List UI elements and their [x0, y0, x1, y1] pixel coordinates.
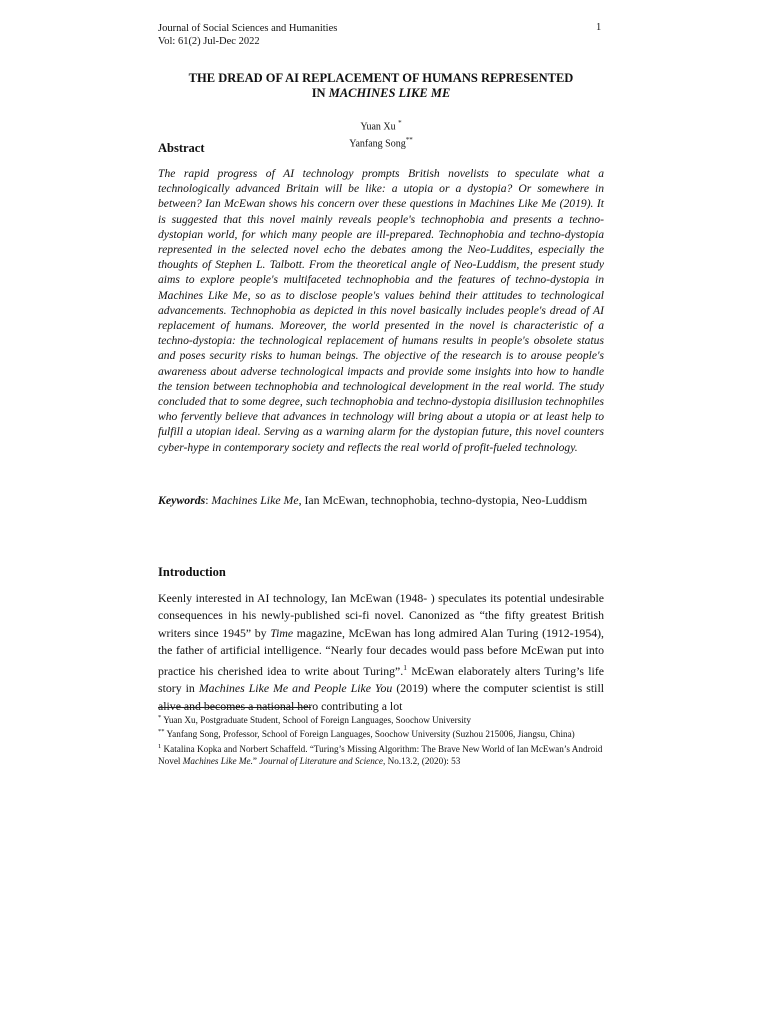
author-1 [158, 117, 604, 134]
intro-part-4: (2019) where the computer scientist is still alive and becomes a national hero contributing a lot [158, 681, 605, 713]
footnote-3-quote-close: ” [252, 756, 260, 767]
author-list [158, 117, 604, 151]
footnotes [158, 712, 604, 767]
footnote-3 [158, 741, 604, 768]
title-line-1: THE DREAD OF AI REPLACEMENT OF HUMANS REPRESENTED [188, 71, 574, 85]
keywords-title: Machines Like Me [211, 493, 299, 507]
footnote-1-mark: * [158, 714, 162, 721]
author-2 [158, 134, 604, 151]
paper-title [158, 71, 604, 101]
author-1-mark: * [398, 119, 402, 127]
footnote-3-novel: Machines Like Me. [182, 756, 253, 767]
keywords-list: , Ian McEwan, technophobia, techno-dystopia, Neo-Luddism [298, 493, 588, 507]
footnote-3-text-a: Katalina Kopka and Norbert Schaffeld. “Turing’s Missing Algorithm: The Brave New World of Ian McEwan’s Android Novel [158, 743, 603, 767]
title-novel-name: MACHINES LIKE ME [328, 86, 451, 100]
footnote-1-text: Yuan Xu, Postgraduate Student, School of Foreign Languages, Soochow University [161, 715, 471, 726]
keywords [158, 493, 604, 509]
intro-time-title: Time [270, 625, 294, 640]
intro-part-2: magazine, McEwan has long admired Alan Turing (1912-1954), the father of artificial intelligence. “Nearly four decades would pass before McEwan put into practice his cherished idea to write about Turing”. [158, 625, 605, 679]
page-number: 1 [596, 22, 602, 33]
footnote-2-text: Yanfang Song, Professor, School of Foreign Languages, Soochow University (Suzhou 215006, Jiangsu, China) [164, 729, 575, 740]
title-prefix: IN [311, 86, 329, 100]
introduction-paragraph [158, 590, 604, 715]
author-2-name: Yanfang Song [349, 138, 406, 150]
keywords-label: Keywords [158, 493, 206, 507]
footnote-1 [158, 712, 604, 726]
keywords-colon: : [205, 493, 212, 507]
intro-part-3: McEwan elaborately alters Turing’s life story in [158, 664, 604, 696]
title-line-2 [158, 86, 604, 101]
intro-novel-title: Machines Like Me and People Like You [198, 681, 393, 696]
author-2-mark: ** [405, 135, 413, 144]
footnote-3-journal: Journal of Literature and Science [259, 756, 383, 767]
introduction-heading: Introduction [158, 565, 226, 579]
footnote-ref-1[interactable]: 1 [403, 663, 407, 673]
running-header [158, 22, 337, 48]
intro-part-1: Keenly interested in AI technology, Ian McEwan (1948- ) speculates its potential undesirable consequences in his newly-published sci-fi novel. Canonized as “the fifty greatest British writers since 1945” by [158, 591, 604, 640]
author-1-name: Yuan Xu [360, 121, 396, 133]
journal-volume: Vol: 61(2) Jul-Dec 2022 [158, 36, 260, 47]
abstract-text: The rapid progress of AI technology prompts British novelists to speculate what a technologically advanced Britain will be like: a utopia or a dystopia? Or somewhere in between? Ian McEwan shows his concern over these questions in Machines Like Me (2019). It is suggested that this novel mainly reveals people's technophobia and presents a techno-dystopian world, for which many people are ill-prepared. Technophobia and techno-dystopia represented in the selected novel echo the debates among the Neo-Luddites, especially the thoughts of Stephen L. Talbott. From the theoretical angle of Neo-Luddism, the present study aims to explore people's multifaceted technophobia and the features of techno-dystopia in Machines Like Me, so as to disclose people's values behind their attitudes to technological advancements. Technophobia as depicted in this novel basically includes people's dread of AI replacement of humans. Moreover, the world presented in the novel is characteristic of a techno-dystopia: the technological replacement of humans results in people's obsolete status and poses security risks to human beings. The objective of the research is to arouse people's awareness about adverse technological impacts and provide some insights into how to handle the tension between technophobia and technological development in the real world. The study concluded that to some degree, such technophobia and techno-dystopia disillusion technophiles who fervently believe that advances in technology will bring about a utopia or at least help to fulfill a utopian ideal. Serving as a warning alarm for the dystopian future, this novel counters cyber-hype in contemporary society and reflects the real world of profit-fueled technology. [158, 167, 604, 454]
footnote-2-mark: ** [158, 728, 165, 736]
footnote-2 [158, 726, 604, 740]
footnote-3-text-e: , No.13.2, (2020): 53 [382, 756, 461, 767]
footnote-3-mark: 1 [158, 742, 162, 750]
footnote-divider [158, 707, 311, 708]
journal-name: Journal of Social Sciences and Humanities [158, 23, 338, 34]
abstract-heading: Abstract [158, 141, 205, 155]
